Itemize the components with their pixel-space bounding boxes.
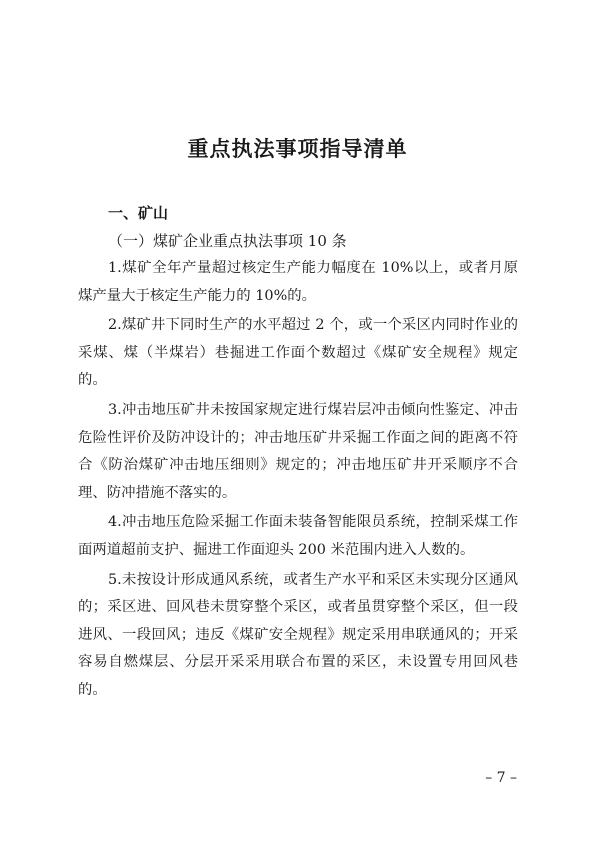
list-item: 4.冲击地压危险采掘工作面未装备智能限员系统，控制采煤工作面两道超前支护、掘进工作面迎头 200 米范围内进入人数的。 — [78, 514, 518, 558]
list-item: 5.未按设计形成通风系统，或者生产水平和采区未实现分区通风的；采区进、回风巷未贯穿整个采区，或者虽贯穿整个采区，但一段进风、一段回风；违反《煤矿安全规程》规定采用串联通风的；开采容易自燃煤层、分层开采采用联合布置的采区，未设置专用回风巷的。 — [78, 571, 518, 698]
list-item: 1.煤矿全年产量超过核定生产能力幅度在 10%以上，或者月原煤产量大于核定生产能力的 10%的。 — [78, 260, 518, 304]
list-item: 3.冲击地压矿井未按国家规定进行煤岩层冲击倾向性鉴定、冲击危险性评价及防冲设计的；冲击地压矿井采掘工作面之间的距离不符合《防治煤矿冲击地压细则》规定的；冲击地压矿井开采顺序不合理、防冲措施不落实的。 — [78, 401, 518, 501]
document-body — [78, 199, 518, 707]
subsection-heading: （一）煤矿企业重点执法事项 10 条 — [108, 232, 347, 250]
page-number: – 7 – — [485, 770, 517, 786]
page-title: 重点执法事项指导清单 — [187, 137, 408, 161]
section-heading: 一、矿山 — [108, 204, 169, 222]
list-item: 2.煤矿井下同时生产的水平超过 2 个，或一个采区内同时作业的采煤、煤（半煤岩）巷掘进工作面个数超过《煤矿安全规程》规定的。 — [78, 317, 518, 389]
